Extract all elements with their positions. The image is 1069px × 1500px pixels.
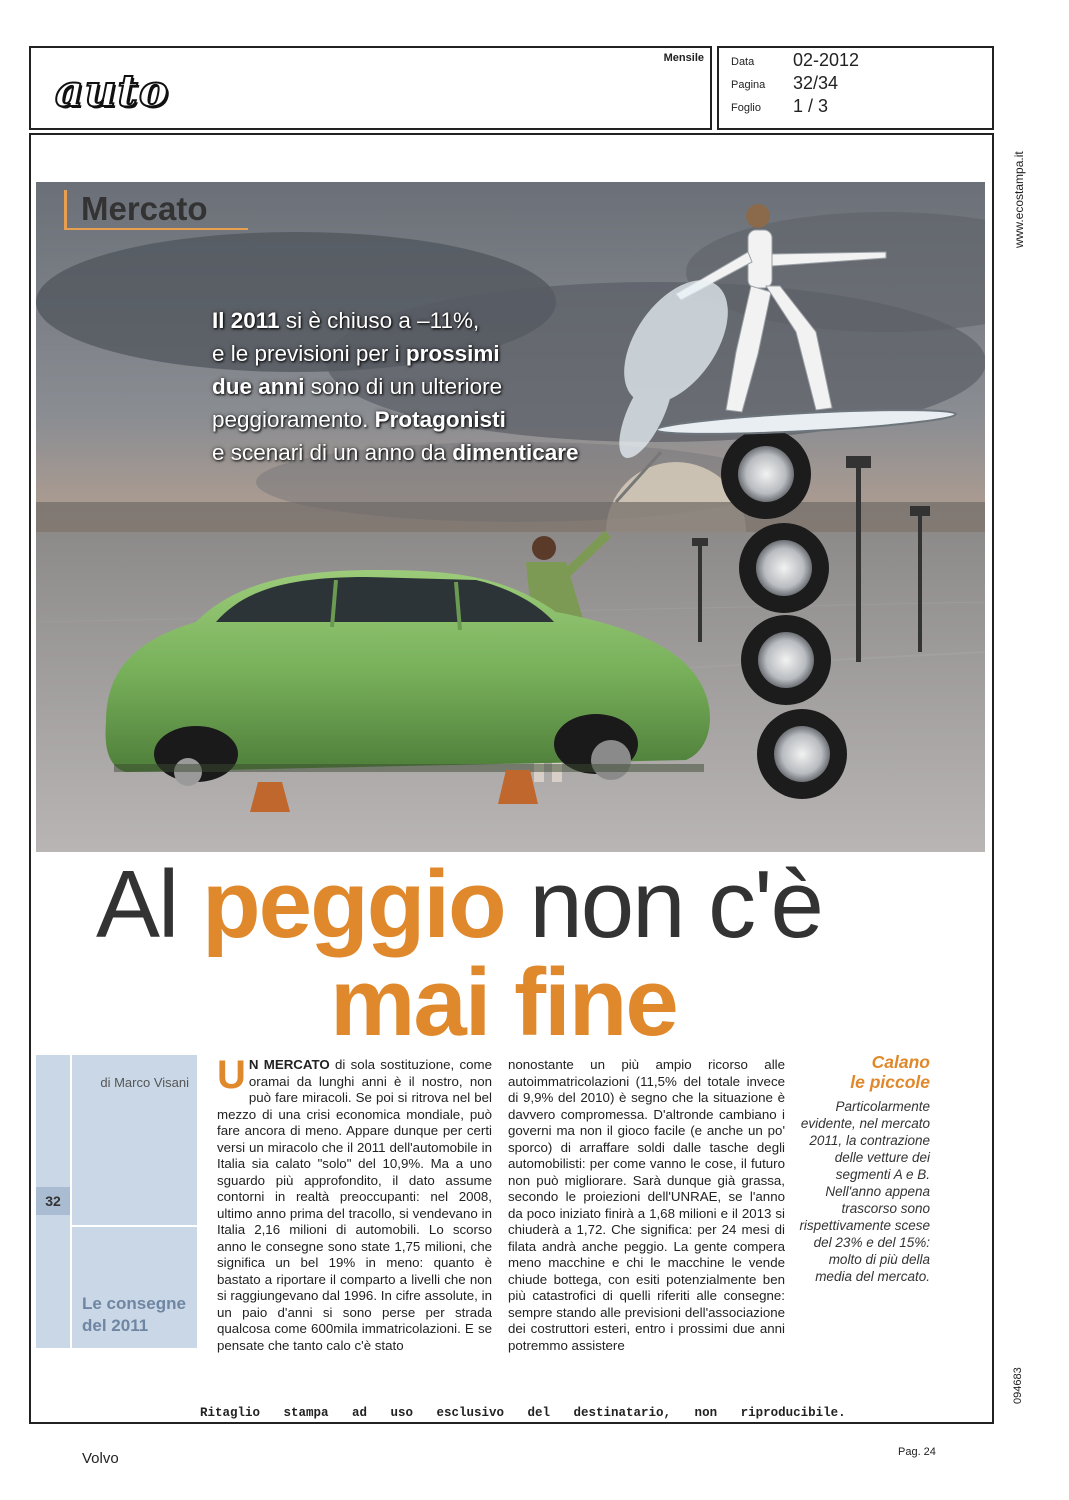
section-tag: Mercato: [64, 190, 248, 230]
callout-title-line-2: le piccole: [850, 1072, 930, 1092]
headline-line-1: [96, 850, 822, 960]
page-number: 32: [36, 1187, 70, 1215]
sidebar-divider-horizontal: [72, 1225, 197, 1227]
callout-text: Particolarmente evidente, nel mercato 2011, la contrazione delle vetture dei segmenti A e B. Nell'anno appena trascorso sono rispettivamente scese del 23% e del 15%: molto di più della media del mercato.: [799, 1099, 930, 1284]
side-code: 094683: [1012, 1367, 1024, 1404]
article-sidebar: [36, 1055, 197, 1348]
periodicity-label: Mensile: [663, 52, 704, 64]
callout-title-line-1: Calano: [871, 1052, 930, 1072]
callout-title: [796, 1052, 930, 1092]
hero-illustration: [36, 182, 985, 852]
meta-page-value: 32/34: [793, 73, 839, 93]
meta-date-value: 02-2012: [793, 50, 860, 70]
article-column-2: nonostante un più ampio ricorso alle autoimmatricolazioni (11,5% del totale invece di 9,9% del 2010) è segno che la situazione è davvero compromessa. D'altronde cambiano i governi ma non il gioco facile (e anche un po' sporco) di arraffare soldi dalle tasche degli automobilisti: per come vanno le cose, il futuro non può migliorare. Sarà dunque già grassa, secondo le proiezioni dell'UNRAE, se l'anno da poco iniziato finirà a 1,68 milioni e il 2013 si chiuderà a 1,72. Che significa: per 24 mesi di filata andrà anche peggio. La gente compera meno macchine e chi le macchine le vende chiude bottega, con esiti potenzialmente ben più catastrofici di quelli riferiti alle consegne: sempre stando alle previsioni dell'associazione dei costruttori esteri, entro i prossimi due anni potremmo assistere: [508, 1057, 785, 1353]
intro-part-9: e scenari di un anno da: [212, 440, 453, 465]
sidebar-section-title-line-1: Le consegne: [82, 1294, 186, 1313]
header-title-box: [29, 46, 712, 130]
intro-part-2: si è chiuso a –11%,: [279, 308, 480, 333]
header-meta-box: [717, 46, 994, 130]
article-lead: N MERCATO: [248, 1057, 330, 1072]
headline-part-3: non c'è: [504, 851, 822, 958]
headline-line-2: mai fine: [330, 949, 677, 1056]
intro-part-4: prossimi: [405, 341, 500, 366]
sidebar-divider: [70, 1055, 72, 1348]
headline-part-1: Al: [96, 851, 203, 958]
intro-part-8: Protagonisti: [374, 407, 506, 432]
sidebar-section-title: [82, 1293, 186, 1337]
intro-text: [212, 304, 672, 469]
publication-logo: auto: [55, 66, 170, 117]
meta-date-label: Data: [731, 56, 755, 68]
author-byline: di Marco Visani: [100, 1075, 189, 1090]
intro-part-10: dimenticare: [452, 440, 579, 465]
callout-box: [796, 1052, 930, 1285]
meta-sheet-label: Foglio: [731, 102, 761, 114]
intro-part-3: e le previsioni per i: [212, 341, 406, 366]
article-column-1-text: di sola sostituzione, come oramai da lunghi anni è il nostro, non può fare miracoli. Se poi si ritrova nel bel mezzo di una crisi economica mondiale, può fare ancora di meno. Appare dunque per certi versi un miracolo che il 2011 dell'automobile in Italia sia calato "solo" del 10,9%. Ma a uno sguardo più approfondito, il dato assume contorni in realtà preoccupanti: nel 2008, ultimo anno prima del tracollo, si vendevano in Italia 2,16 milioni di automobili. Lo scorso anno le consegne sono state 1,75 milioni, che significa un bel 19% in meno: quanto è bastato a riportare il comparto a livelli che non si raggiungevano dal 1996. In cifre assolute, in un paio d'anni si sono perse per strada qualcosa come 600mila immatricolazioni. E se pensate che tanto calo c'è stato: [217, 1057, 492, 1353]
meta-sheet-value: 1 / 3: [793, 96, 829, 116]
article-column-1: [217, 1053, 492, 1354]
intro-part-5: due anni: [212, 374, 305, 399]
footer-client: Volvo: [82, 1450, 119, 1467]
hero-photo: [36, 182, 985, 852]
intro-part-1: Il 2011: [212, 308, 280, 333]
drop-cap: U: [217, 1053, 246, 1097]
headline-accent: peggio: [202, 851, 505, 958]
intro-part-6: sono di un ulteriore: [304, 374, 503, 399]
intro-part-7: peggioramento.: [212, 407, 375, 432]
disclaimer: Ritaglio stampa ad uso esclusivo del destinatario, non riproducibile.: [200, 1406, 846, 1420]
footer-page: Pag. 24: [898, 1446, 936, 1458]
side-url: www.ecostampa.it: [1012, 151, 1026, 248]
meta-page-label: Pagina: [731, 79, 766, 91]
sidebar-section-title-line-2: del 2011: [82, 1316, 149, 1335]
